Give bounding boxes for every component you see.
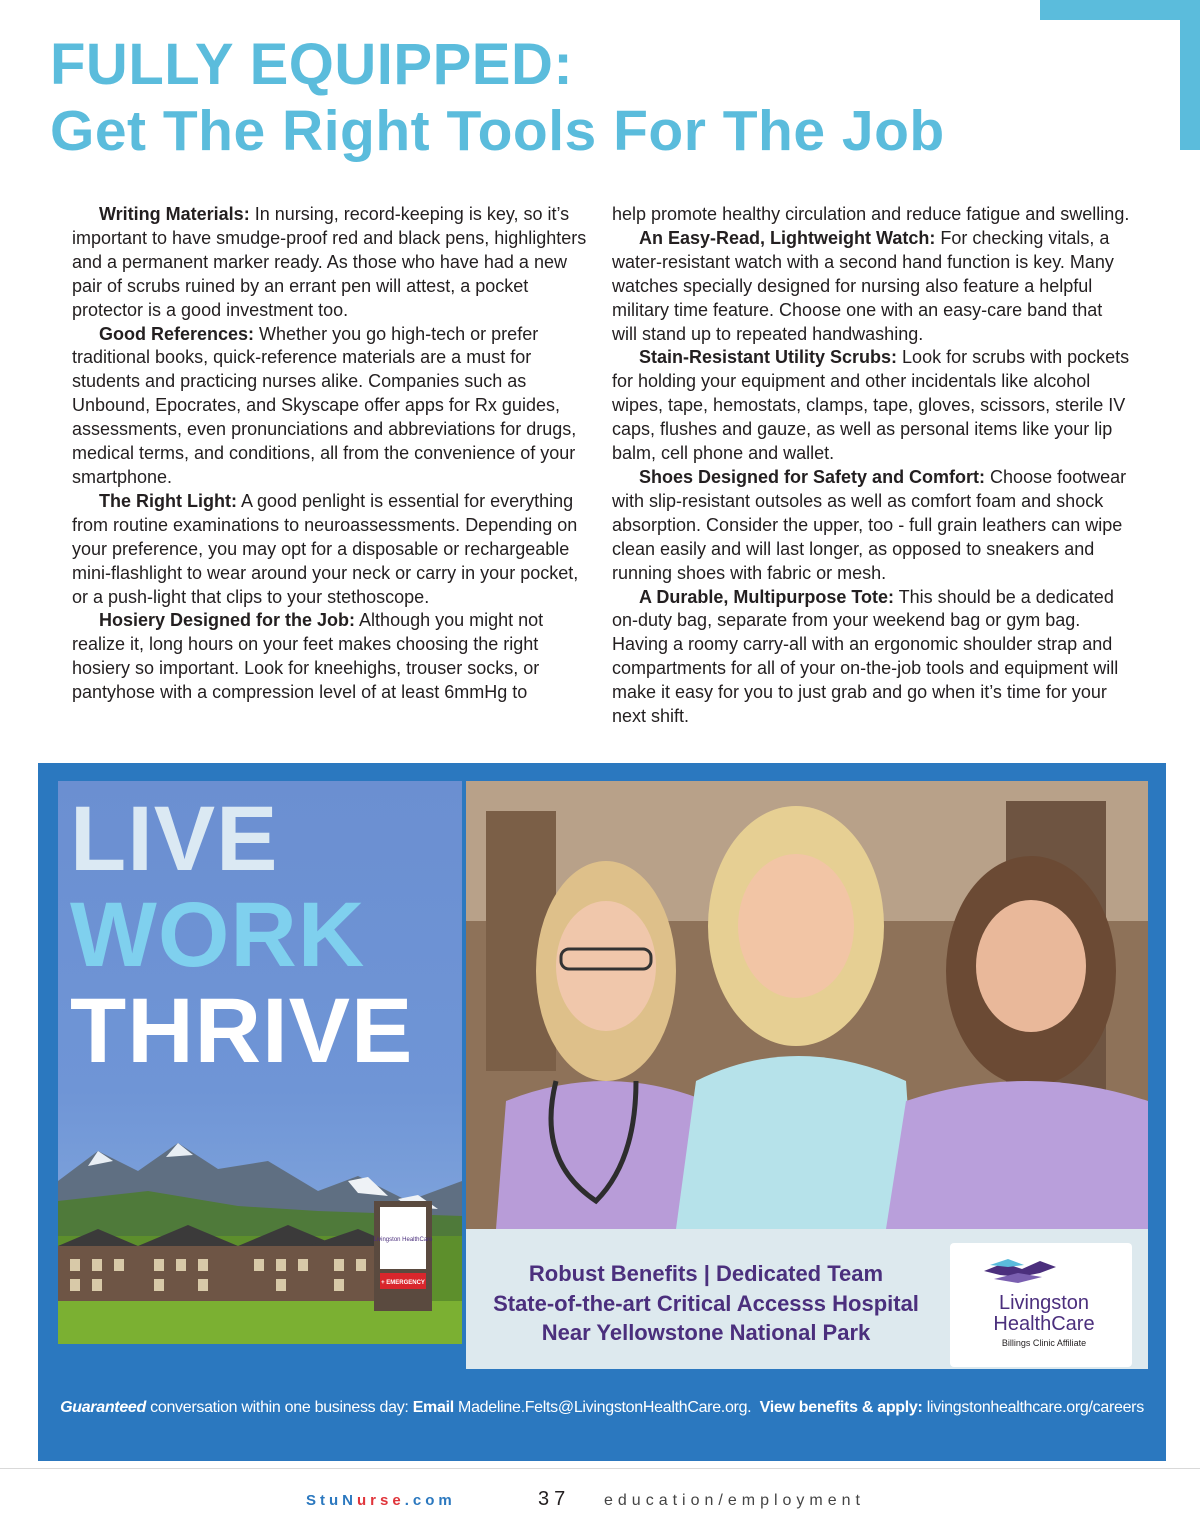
paragraph-tote: A Durable, Multipurpose Tote: This should be a dedicated on-duty bag, separate from your weekend bag or gym bag. Having a roomy carry-all with an ergonomic shoulder strap and compartments for all of your on-the-job tools and equipment will make it easy for you to just grab and go when it’s time for your next shift. <box>612 586 1119 727</box>
benefits-line-2: State-of-the-art Critical Accesss Hospital <box>493 1290 919 1316</box>
page-title <box>50 30 945 164</box>
logo-name: Livingston HealthCare <box>993 1292 1095 1335</box>
paragraph-right-light: The Right Light: A good penlight is essential for everything from routine examinations to neuroassessments. Depending on your preference, you may opt for a disposable or rechargeable mini-flashlight to wear around your neck or carry in your pocket, or a push-light that clips to your stethoscope. <box>72 490 579 607</box>
ad-slogan <box>70 788 414 1082</box>
ad-contact-line: Guaranteed conversation within one business day: Email Madeline.Felts@LivingstonHealthCare.org. View benefits & apply: livingstonhealthcare.org/careers <box>60 1399 1144 1416</box>
corner-accent-bar <box>1040 0 1200 20</box>
section-label: education/employment <box>604 1492 865 1509</box>
livingston-healthcare-ad[interactable] <box>38 763 1166 1461</box>
page-number: 37 <box>538 1488 571 1510</box>
article-column-left <box>72 203 592 705</box>
nurses-photo <box>466 781 1148 1229</box>
title-line-1: FULLY EQUIPPED: <box>50 32 574 97</box>
sign-emergency: + EMERGENCY <box>381 1280 425 1286</box>
paragraph-hosiery: Hosiery Designed for the Job: Although you might not realize it, long hours on your feet makes choosing the right hosiery so important. Look for kneehighs, trouser socks, or pantyhose with a compression level of at least 6mmHg to <box>72 610 544 703</box>
logo-subtitle: Billings Clinic Affiliate <box>1001 1338 1087 1348</box>
slogan-work: WORK <box>70 884 366 986</box>
ad-benefits-text <box>466 1259 946 1348</box>
paragraph-scrubs: Stain-Resistant Utility Scrubs: Look for scrubs with pockets for holding your equipment and other incidentals like alcohol wipes, tape, hemostats, clamps, tape, gloves, scissors, sterile IV caps, flushes and gauze, as well as personal items like your lip balm, cell phone and wallet. <box>612 347 1130 464</box>
paragraph-watch: An Easy-Read, Lightweight Watch: For checking vitals, a water-resistant watch with a second hand function is key. Many watches specially designed for nursing also feature a helpful military time feature. Choose one with an easy-care band that will stand up to repeated handwashing. <box>612 227 1114 344</box>
benefits-line-1: Robust Benefits | Dedicated Team <box>528 1261 884 1286</box>
paragraph-good-references: Good References: Whether you go high-tech or prefer traditional books, quick-reference materials are a must for students and practicing nurses alike. Companies such as Unbound, Epocrates, and Skyscape offer apps for Rx guides, assessments, even pronunciations and abbreviations for drugs, medical terms, and conditions, all from the convenience of your smartphone. <box>72 323 577 487</box>
benefits-line-3: Near Yellowstone National Park <box>541 1320 871 1345</box>
ad-slogan-panel <box>58 781 462 1344</box>
livingston-logo <box>950 1243 1132 1367</box>
footer-divider <box>0 1468 1200 1469</box>
paragraph-continuation: help promote healthy circulation and reduce fatigue and swelling. <box>612 204 1130 224</box>
article-column-right <box>612 203 1132 729</box>
title-line-2: Get The Right Tools For The Job <box>50 99 945 163</box>
sign-name: Livingston HealthCare <box>373 1237 433 1243</box>
nurses-photo-illustration <box>466 781 1148 1229</box>
paragraph-shoes: Shoes Designed for Safety and Comfort: Choose footwear with slip-resistant outsoles as well as comfort foam and shock absorption. Consider the upper, too - full grain leathers can wipe clean easily and will last longer, as opposed to sneakers and running shoes with fabric or mesh. <box>612 466 1127 583</box>
mountain-logo-icon <box>984 1257 1056 1289</box>
slogan-live: LIVE <box>70 788 279 890</box>
site-brand[interactable]: StuNurse.com <box>306 1492 456 1509</box>
hospital-landscape-image <box>58 1121 462 1344</box>
careers-link[interactable]: livingstonhealthcare.org/careers <box>922 1399 1144 1416</box>
contact-email-link[interactable]: Madeline.Felts@LivingstonHealthCare.org. <box>453 1399 752 1416</box>
corner-accent-side <box>1180 0 1200 150</box>
paragraph-writing-materials: Writing Materials: In nursing, record-keeping is key, so it’s important to have smudge-proof red and black pens, highlighters and a permanent marker ready. As those who have had a new pair of scrubs ruined by an errant pen will attest, a pocket protector is a good investment too. <box>72 204 587 320</box>
slogan-thrive: THRIVE <box>70 980 414 1082</box>
ad-info-panel <box>466 1229 1148 1369</box>
page-footer <box>0 1488 1200 1518</box>
